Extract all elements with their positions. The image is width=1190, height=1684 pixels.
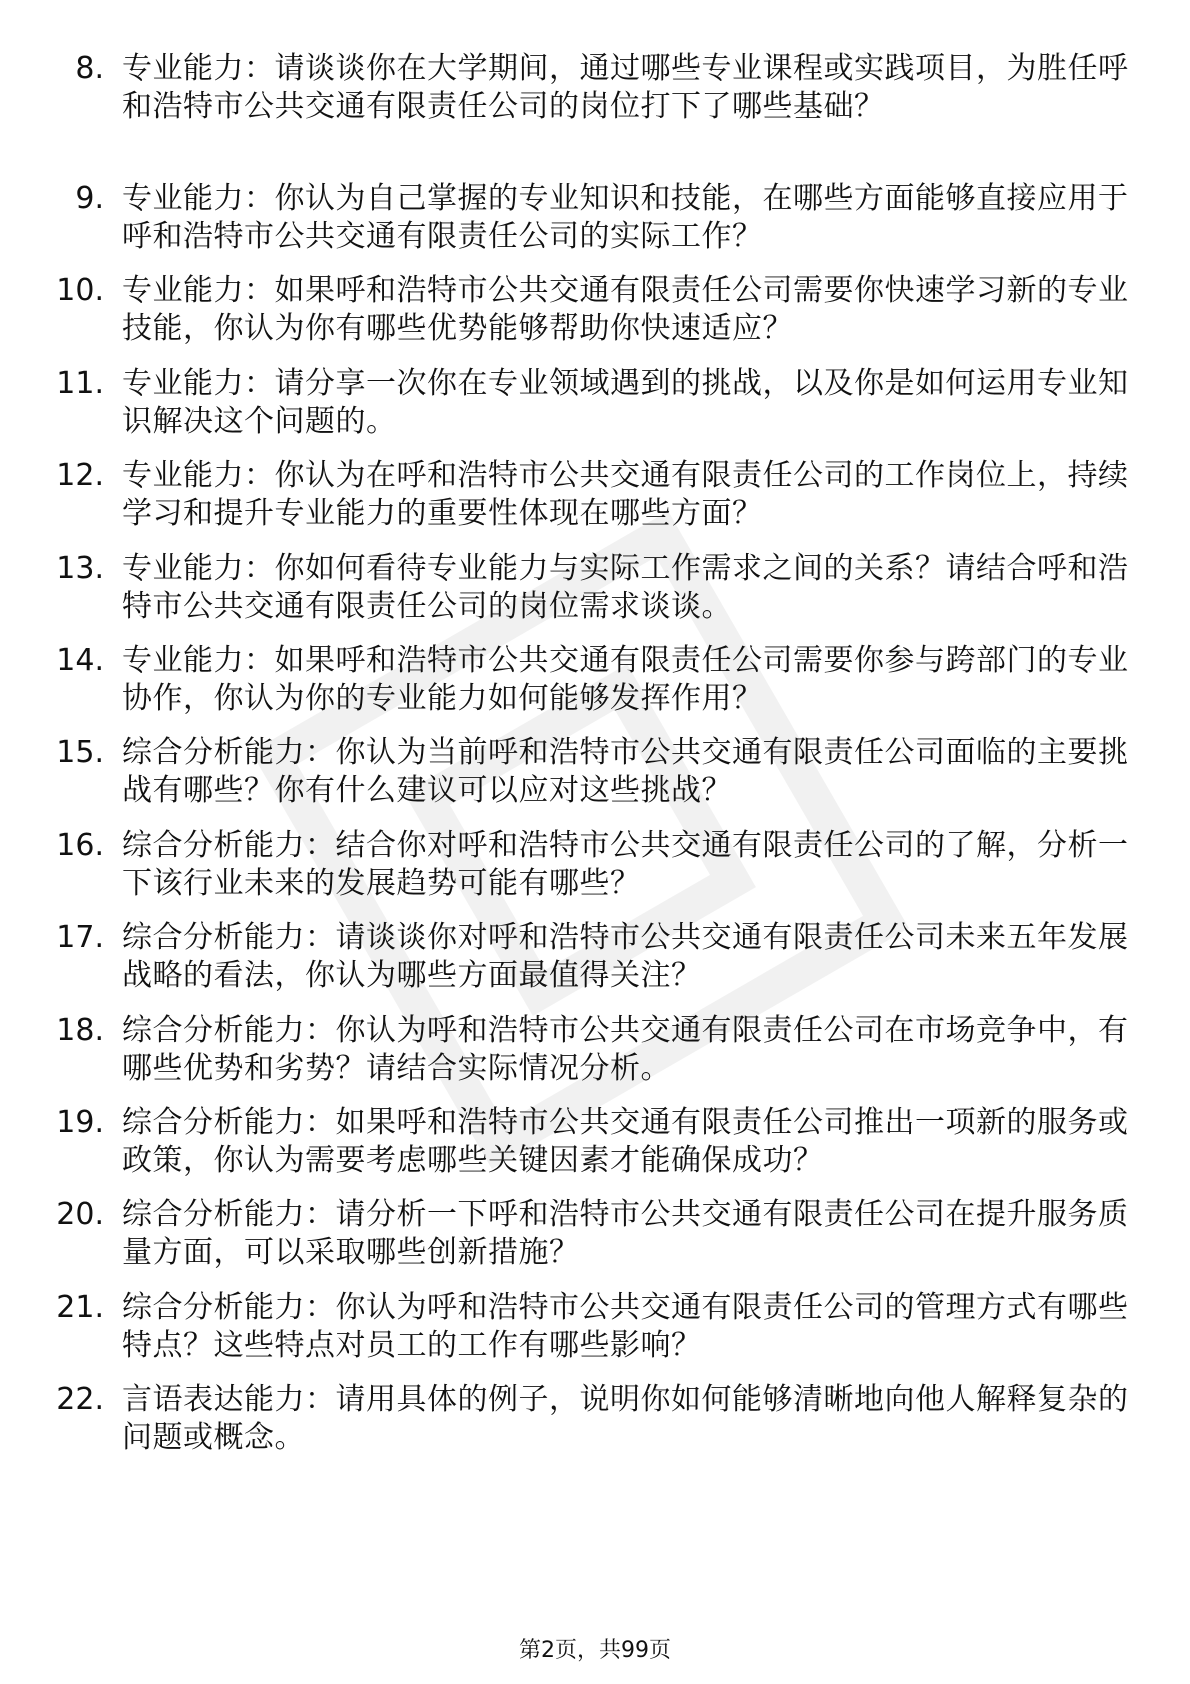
question-text: 综合分析能力：你认为当前呼和浩特市公共交通有限责任公司面临的主要挑战有哪些？你有什么建议可以应对这些挑战？ — [122, 735, 1129, 809]
question-text: 专业能力：你认为自己掌握的专业知识和技能，在哪些方面能够直接应用于呼和浩特市公共交通有限责任公司的实际工作？ — [122, 181, 1129, 254]
question-item — [0, 1381, 1190, 1473]
question-number: 9. — [75, 181, 104, 216]
question-item — [0, 457, 1190, 549]
question-text: 综合分析能力：你认为呼和浩特市公共交通有限责任公司的管理方式有哪些特点？这些特点对员工的工作有哪些影响？ — [122, 1289, 1129, 1363]
question-number: 15. — [56, 735, 104, 771]
question-item — [0, 827, 1190, 919]
question-number: 11. — [56, 365, 104, 401]
question-number: 12. — [56, 458, 104, 494]
question-number: 21. — [56, 1289, 104, 1325]
question-text: 综合分析能力：请谈谈你对呼和浩特市公共交通有限责任公司未来五年发展战略的看法，你认为哪些方面最值得关注？ — [122, 920, 1129, 994]
question-item — [0, 642, 1190, 734]
question-item — [0, 919, 1190, 1011]
question-number: 13. — [56, 550, 104, 586]
page-number-footer: 第2页，共99页 — [519, 1638, 671, 1663]
question-text: 专业能力：请分享一次你在专业领域遇到的挑战，以及你是如何运用专业知识解决这个问题的。 — [122, 365, 1129, 439]
question-item — [0, 365, 1190, 457]
question-number: 8. — [75, 51, 104, 86]
question-item — [0, 1012, 1190, 1104]
question-number: 20. — [56, 1197, 104, 1233]
question-item — [0, 272, 1190, 364]
question-number: 16. — [56, 827, 104, 863]
question-number: 17. — [56, 920, 104, 956]
question-text: 专业能力：你认为在呼和浩特市公共交通有限责任公司的工作岗位上，持续学习和提升专业能力的重要性体现在哪些方面？ — [122, 458, 1129, 532]
question-number: 10. — [56, 273, 104, 309]
question-item — [0, 1196, 1190, 1288]
question-text: 言语表达能力：请用具体的例子，说明你如何能够清晰地向他人解释复杂的问题或概念。 — [122, 1382, 1129, 1456]
question-number: 19. — [56, 1104, 104, 1140]
question-text: 综合分析能力：你认为呼和浩特市公共交通有限责任公司在市场竞争中，有哪些优势和劣势？请结合实际情况分析。 — [122, 1012, 1129, 1086]
question-text: 综合分析能力：如果呼和浩特市公共交通有限责任公司推出一项新的服务或政策，你认为需要考虑哪些关键因素才能确保成功？ — [122, 1104, 1129, 1178]
question-number: 22. — [56, 1382, 104, 1418]
question-item — [0, 50, 1190, 180]
question-item — [0, 550, 1190, 642]
question-item — [0, 1104, 1190, 1196]
question-text: 综合分析能力：结合你对呼和浩特市公共交通有限责任公司的了解，分析一下该行业未来的发展趋势可能有哪些？ — [122, 827, 1129, 901]
question-text: 专业能力：请谈谈你在大学期间，通过哪些专业课程或实践项目，为胜任呼和浩特市公共交通有限责任公司的岗位打下了哪些基础？ — [122, 51, 1129, 124]
question-item — [0, 180, 1190, 272]
question-number: 14. — [56, 642, 104, 678]
question-text: 专业能力：你如何看待专业能力与实际工作需求之间的关系？请结合呼和浩特市公共交通有限责任公司的岗位需求谈谈。 — [122, 550, 1129, 624]
question-number: 18. — [56, 1012, 104, 1048]
question-text: 专业能力：如果呼和浩特市公共交通有限责任公司需要你参与跨部门的专业协作，你认为你的专业能力如何能够发挥作用？ — [122, 642, 1129, 716]
question-list — [0, 50, 1190, 1473]
question-item — [0, 734, 1190, 826]
question-text: 专业能力：如果呼和浩特市公共交通有限责任公司需要你快速学习新的专业技能，你认为你有哪些优势能够帮助你快速适应？ — [122, 273, 1129, 347]
question-item — [0, 1289, 1190, 1381]
question-text: 综合分析能力：请分析一下呼和浩特市公共交通有限责任公司在提升服务质量方面，可以采取哪些创新措施？ — [122, 1197, 1129, 1271]
